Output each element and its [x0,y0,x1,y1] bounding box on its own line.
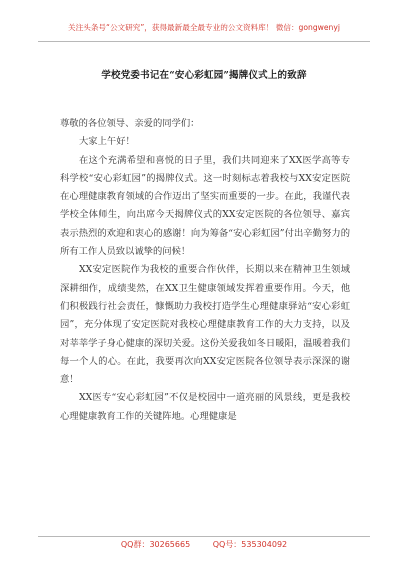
header-banner: 关注头条号“公文研究”，获得最新最全最专业的公文资料库！ 微信：gongwenyj [68,23,340,32]
paragraph-3: XX医专“安心彩虹园”不仅是校园中一道亮丽的风景线，更是我校心理健康教育工作的关键阵地。心理健康是 [60,392,350,422]
greeting: 大家上午好！ [79,136,135,148]
paragraph-2: XX安定医院作为我校的重要合作伙伴，长期以来在精神卫生领域深耕细作，成绩斐然，在XX卫生健康领域发挥着重要作用。今天，他们积极践行社会责任，慷慨助力我校打造学生心理健康驿站“安心彩虹园”，充分体现了安定医院对我校心理健康教育工作的大力支持，以及对莘莘学子身心健康的深切关爱。这份关爱我如冬日暖阳，温暖着我们每一个人的心。在此，我要再次向XX安定医院各位领导表示深深的谢意！ [60,264,350,386]
qq-number: QQ号：535304092 [212,540,288,549]
footer-divider [38,536,370,537]
paragraph-1: 在这个充满希望和喜悦的日子里，我们共同迎来了XX医学高等专科学校“安心彩虹园”的揭牌仪式。这一时刻标志着我校与XX安定医院在心理健康教育领域的合作迈出了坚实而重要的一步。在此，我谨代表学校全体师生，向出席今天揭牌仪式的XX安定医院的各位领导、嘉宾表示热烈的欢迎和衷心的感谢！向为筹备“安心彩虹园”付出辛勤努力的所有工作人员致以诚挚的问候！ [60,154,350,258]
qq-group: QQ群：30265665 [120,540,191,549]
footer [0,539,408,550]
document-body [60,115,350,426]
header-divider [38,41,370,42]
salutation: 尊敬的各位领导、亲爱的同学们： [60,118,200,129]
document-title: 学校党委书记在“安心彩虹园”揭牌仪式上的致辞 [101,70,307,81]
